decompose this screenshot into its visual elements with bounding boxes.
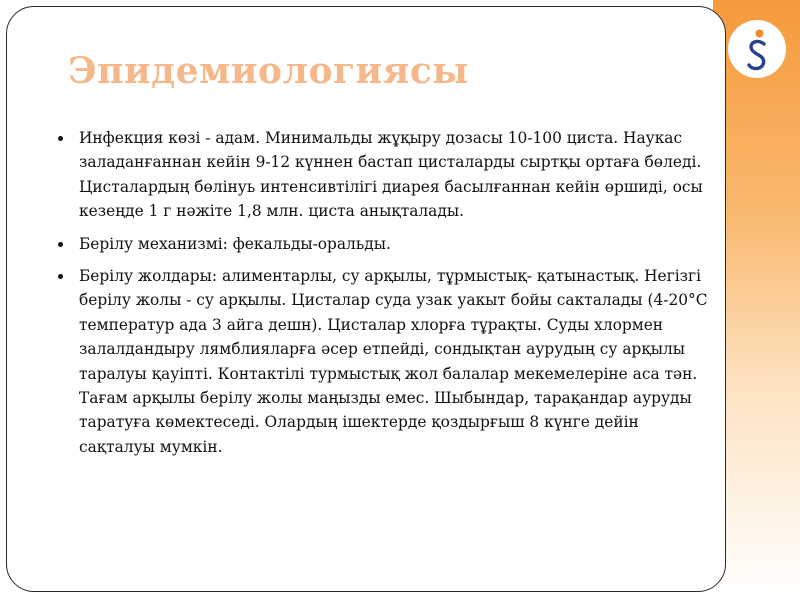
bullet-text: Берілу механизмі: фекальды-оральды. (79, 234, 391, 253)
s-logo-icon (728, 20, 786, 78)
bullet-dot-icon (58, 242, 63, 247)
bullet-item-transmission-mechanism (58, 232, 713, 256)
bullet-dot-icon (58, 136, 63, 141)
logo-dot (756, 30, 764, 38)
bullet-item-infection-source (58, 126, 713, 224)
orange-side-band (713, 0, 800, 600)
logo (728, 20, 786, 78)
bullet-item-transmission-routes (58, 264, 713, 459)
slide-title: Эпидемиологиясы (68, 50, 469, 92)
bullet-dot-icon (58, 274, 63, 279)
bullet-text: Берілу жолдары: алиментарлы, су арқылы, тұрмыстық- қатынастық. Негізгі берілу жолы - су арқылы. Цисталар суда узак уакыт бойы сакталады (4-20°С температур ада 3 айга дешн). Цисталар хлорға тұрақты. Суды хлормен залалдандыру лямблияларға әсер етпейді, сондықтан аурудың су арқылы таралуы қауіпті. Контактілі турмыстық жол балалар мекемелеріне аса тән. Тағам арқылы берілу жолы маңызды емес. Шыбындар, тарақандар ауруды таратуға көмектеседі. Олардың ішектерде қоздырғыш 8 күнге дейін сақталуы мумкін. (79, 267, 708, 456)
bullet-list (58, 126, 713, 467)
bullet-text: Инфекция көзі - адам. Минимальды жұқыру дозасы 10-100 циста. Наукас заладанғаннан кейін 9-12 күннен бастап цисталарды сыртқы ортаға бөледі. Цисталардың бөлінуь интенсивтілігі диарея басылғаннан кейін өршиді, осы кезеңде 1 г нәжіте 1,8 млн. циста анықталады. (79, 129, 703, 221)
